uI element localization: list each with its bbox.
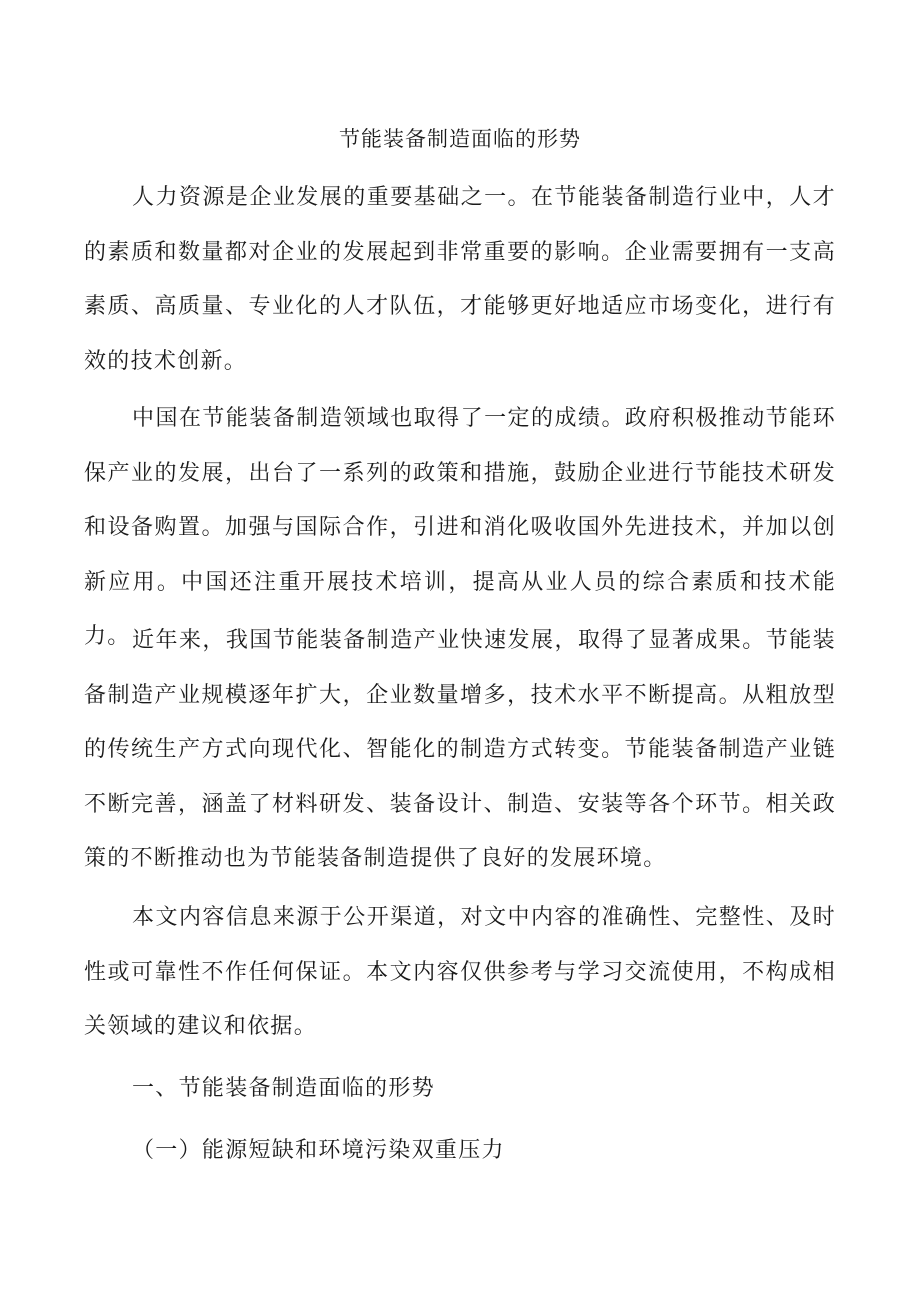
document-title: 节能装备制造面临的形势: [339, 127, 581, 151]
section-heading: 一、节能装备制造面临的形势: [132, 1076, 435, 1101]
paragraph-industry-development: 近年来，我国节能装备制造产业快速发展，取得了显著成果。节能装备制造产业规模逐年扩大，企业数量增多，技术水平不断提高。从粗放型的传统生产方式向现代化、智能化的制造方式转变。节能装备制造产业链不断完善，涵盖了材料研发、装备设计、制造、安装等各个环节。相关政策的不断推动也为节能装备制造提供了良好的发展环境。: [84, 628, 836, 871]
subsection-heading: （一）能源短缺和环境污染双重压力: [132, 1138, 505, 1163]
paragraph-human-resources: 人力资源是企业发展的重要基础之一。在节能装备制造行业中，人才的素质和数量都对企业的发展起到非常重要的影响。企业需要拥有一支高素质、高质量、专业化的人才队伍，才能够更好地适应市场变化，进行有效的技术创新。: [84, 185, 836, 374]
paragraph-disclaimer: 本文内容信息来源于公开渠道，对文中内容的准确性、完整性、及时性或可靠性不作任何保证。本文内容仅供参考与学习交流使用，不构成相关领域的建议和依据。: [84, 905, 836, 1039]
paragraph-china-achievements: 中国在节能装备制造领域也取得了一定的成绩。政府积极推动节能环保产业的发展，出台了一系列的政策和措施，鼓励企业进行节能技术研发和设备购置。加强与国际合作，引进和消化吸收国外先进技术，并加以创新应用。中国还注重开展技术培训，提高从业人员的综合素质和技术能力。: [84, 406, 836, 649]
